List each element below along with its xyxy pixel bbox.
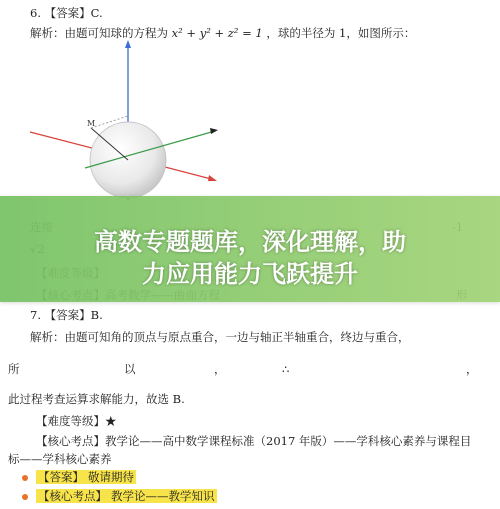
bullet-dot-icon (22, 494, 28, 500)
q7-so-left: 所 (8, 362, 20, 376)
promo-banner (0, 196, 500, 302)
banner-title-line2: 力应用能力飞跃提升 (142, 260, 358, 288)
q8-answer (36, 470, 136, 484)
q7-so-comma: ， (214, 362, 226, 376)
q6-answer: 6. 【答案】C. (30, 6, 103, 20)
q7-analysis: 解析：由题可知角的顶点与原点重合，一边与轴正半轴重合，终边与重合， (30, 330, 410, 344)
q7-so-mid: 以 (124, 362, 136, 376)
q7-answer: 7. 【答案】B. (30, 308, 103, 322)
q7-difficulty: 【难度等级】★ (36, 414, 117, 428)
q7-core-line2: 标——学科核心素养 (8, 452, 112, 466)
q8-core (36, 489, 217, 503)
sphere-equation: x² + y² + z² = 1 (171, 26, 263, 40)
q6-analysis-suffix: ，球的半径为 1，如图所示： (266, 26, 416, 40)
q8-core-label: 【核心考点】 (38, 489, 107, 503)
q8-answer-value: 敬请期待 (88, 470, 134, 484)
q7-core-line1: 【核心考点】教学论——高中数学课程标准（2017 年版）——学科核心素养与课程目 (36, 434, 472, 448)
q8-answer-label: 【答案】 (38, 470, 84, 484)
point-label-m: M (87, 119, 96, 128)
bullet-dot-icon (22, 475, 28, 481)
q7-so-end: ， (466, 362, 478, 376)
x-axis-arrow-icon (208, 175, 217, 181)
y-axis-arrow-icon (210, 128, 218, 134)
z-axis-arrow-icon (125, 40, 131, 48)
q6-analysis (30, 26, 415, 40)
q7-process: 此过程考查运算求解能力，故选 B. (8, 392, 185, 406)
q8-core-value: 教学论——教学知识 (111, 489, 215, 503)
banner-title-line1: 高数专题题库，深化理解，助 (94, 228, 406, 256)
q6-analysis-prefix: 解析：由题可知球的方程为 (30, 26, 168, 40)
therefore-symbol: ∴ (282, 362, 290, 376)
